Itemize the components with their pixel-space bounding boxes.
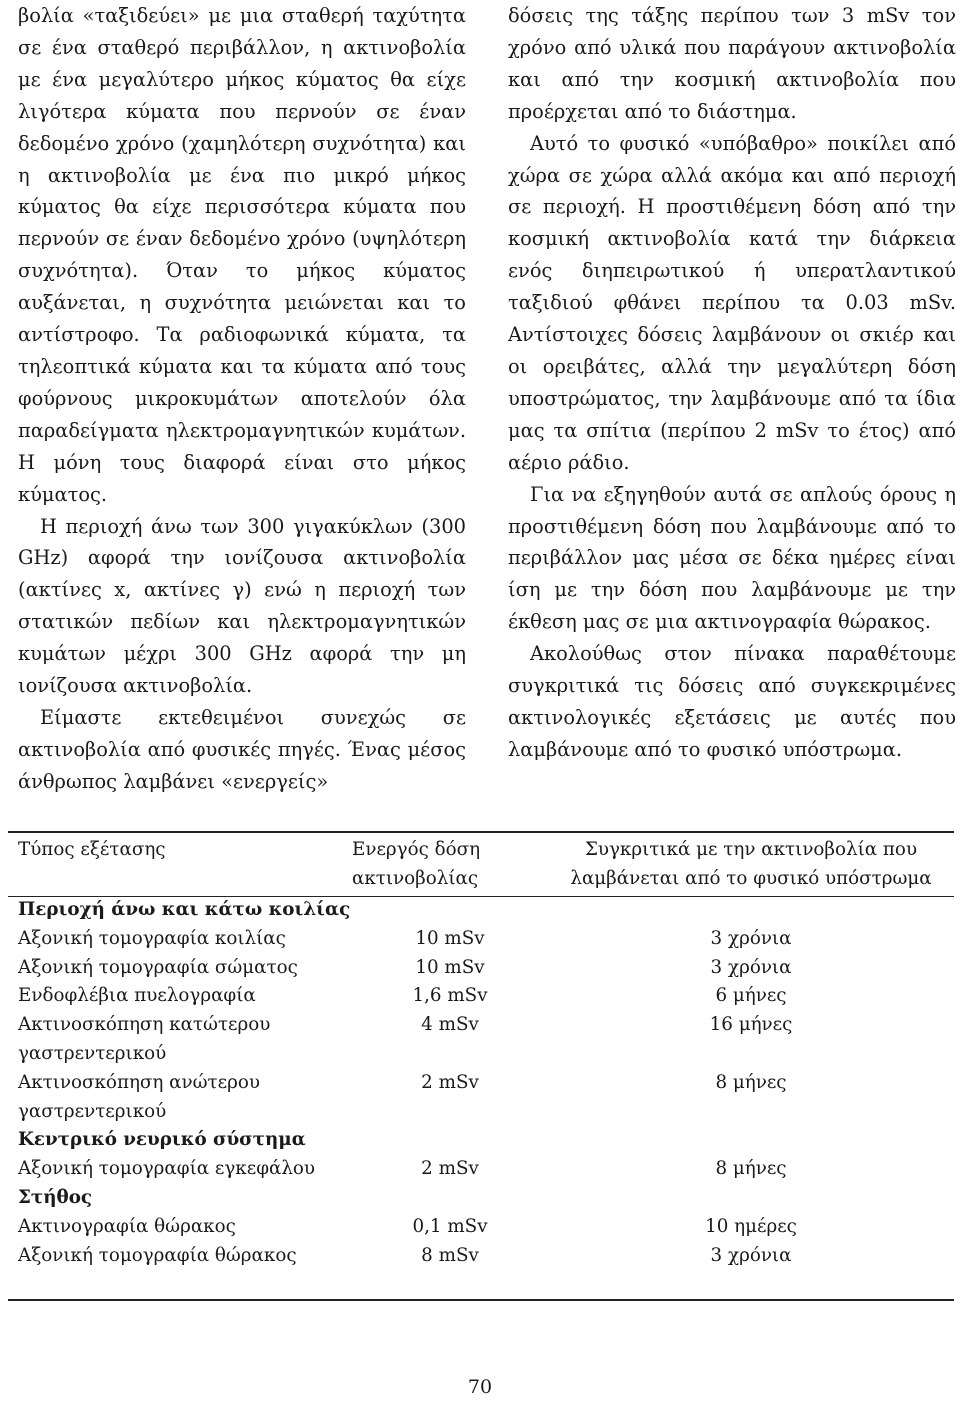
header-comparison	[548, 836, 954, 896]
header-exam-type: Τύπος εξέτασης	[18, 839, 166, 860]
table-row	[18, 954, 954, 983]
dose-value: 0,1 mSv	[412, 1215, 488, 1237]
exam-name: Ακτινοσκόπηση ανώτερου γαστρεντερικού	[18, 1071, 260, 1122]
group-title: Στήθος	[18, 1186, 93, 1208]
paragraph: Για να εξηγηθούν αυτά σε απλούς όρους η προστιθέμενη δόση που λαμβάνουμε από το περιβάλλον μας μέσα σε δέκα ημέρες είναι ίση με την δόση που λαμβάνουμε με την έκθεση μας σε μια ακτινογραφία θώρακος.	[508, 482, 956, 634]
paragraph: Ακολούθως στον πίνακα παραθέτουμε συγκριτικά τις δόσεις από συγκεκριμένες ακτινολογικές εξετάσεις με αυτές που λαμβάνουμε από το φυσικό υπόστρωμα.	[508, 642, 956, 761]
radiation-dose-table	[18, 836, 954, 1270]
table-group-row	[18, 1126, 954, 1155]
comparison-value: 8 μήνες	[715, 1071, 787, 1093]
paragraph: Είμαστε εκτεθειμένοι συνεχώς σε ακτινοβολία από φυσικές πηγές. Ένας μέσος άνθρωπος λαμβάνει «ενεργείς»	[18, 705, 466, 793]
header-dose-line2: ακτινοβολίας	[352, 867, 479, 889]
table-row	[18, 1011, 954, 1069]
table-row	[18, 1242, 954, 1271]
dose-value: 2 mSv	[421, 1071, 479, 1093]
group-title: Περιοχή άνω και κάτω κοιλίας	[18, 899, 351, 920]
dose-value: 8 mSv	[421, 1244, 479, 1266]
paragraph: Η περιοχή άνω των 300 γιγακύκλων (300 GHz) αφορά την ιονίζουσα ακτινοβολία (ακτίνες x, ακτίνες γ) ενώ η περιοχή των στατικών πεδίων και ηλεκτρομαγνητικών κυμάτων μέχρι 300 GHz αφορά την μη ιονίζουσα ακτινοβολία.	[18, 514, 466, 698]
exam-name: Αξονική τομογραφία εγκεφάλου	[18, 1158, 316, 1180]
comparison-value: 10 ημέρες	[705, 1215, 797, 1237]
table-row	[18, 1069, 954, 1127]
table-row	[18, 1213, 954, 1242]
exam-name: Αξονική τομογραφία θώρακος	[18, 1244, 297, 1266]
comparison-value: 3 χρόνια	[710, 956, 792, 978]
comparison-value: 3 χρόνια	[710, 927, 792, 949]
page-number: 70	[467, 1376, 493, 1398]
exam-name: Ακτινοσκόπηση κατώτερου γαστρεντερικού	[18, 1014, 271, 1064]
right-text-column	[508, 0, 956, 766]
header-compare-line2: λαμβάνεται από το φυσικό υπόστρωμα	[570, 867, 932, 889]
comparison-value: 8 μήνες	[715, 1158, 787, 1180]
exam-name: Ενδοφλέβια πυελογραφία	[18, 985, 256, 1007]
comparison-value: 6 μήνες	[715, 985, 787, 1007]
dose-value: 1,6 mSv	[412, 985, 488, 1007]
group-title: Κεντρικό νευρικό σύστημα	[18, 1129, 306, 1151]
comparison-value: 3 χρόνια	[710, 1244, 792, 1266]
table-header-row	[18, 836, 954, 896]
table-top-rule	[8, 831, 954, 833]
table-group-row	[18, 896, 954, 925]
dose-value: 4 mSv	[421, 1014, 479, 1036]
left-text-column	[18, 0, 466, 798]
paragraph: Αυτό το φυσικό «υπόβαθρο» ποικίλει από χώρα σε χώρα αλλά ακόμα και από περιοχή σε περιοχή. Η προστιθέμενη δόση από την κοσμική ακτινοβολία κατά την διάρκεια ενός διηπειρωτικού ή υπερατλαντικού ταξιδιού φθάνει περίπου τα 0.03 mSv. Αντίστοιχες δόσεις λαμβάνουν οι σκιέρ και οι ορειβάτες, αλλά την μεγαλύτερη δόση υποστρώματος, την λαμβάνουμε από τα ίδια μας τα σπίτια (περίπου 2 mSv το έτος) από αέριο ράδιο.	[508, 131, 956, 474]
table-bottom-rule	[8, 1299, 954, 1301]
exam-name: Ακτινογραφία θώρακος	[18, 1215, 236, 1237]
dose-value: 2 mSv	[421, 1158, 479, 1180]
dose-value: 10 mSv	[415, 927, 485, 949]
exam-name: Αξονική τομογραφία σώματος	[18, 956, 298, 978]
header-dose-line1: Ενεργός δόση	[352, 839, 481, 860]
table-group-row	[18, 1184, 954, 1213]
comparison-value: 16 μήνες	[709, 1014, 793, 1036]
paragraph: βολία «ταξιδεύει» με μια σταθερή ταχύτητα σε ένα σταθερό περιβάλλον, η ακτινοβολία με ένα μεγαλύτερο μήκος κύματος θα είχε λιγότερα κύματα που περνούν σε έναν δεδομένο χρόνο (χαμηλότερη συχνότητα) και η ακτινοβολία με ένα πιο μικρό μήκος κύματος θα είχε περισσότερα κύματα που περνούν σε έναν δεδομένο χρόνο (υψηλότερη συχνότητα). Όταν το μήκος κύματος αυξάνεται, η συχνότητα μειώνεται και το αντίστροφο. Τα ραδιοφωνικά κύματα, τα τηλεοπτικά κύματα και τα κύματα από τους φούρνους μικροκυμάτων αποτελούν όλα παραδείγματα ηλεκτρομαγνητικών κυμάτων. Η μόνη τους διαφορά είναι στο μήκος κύματος.	[18, 4, 466, 506]
header-compare-line1: Συγκριτικά με την ακτινοβολία που	[584, 839, 918, 860]
table-row	[18, 982, 954, 1011]
exam-name: Αξονική τομογραφία κοιλίας	[18, 927, 286, 949]
table-row	[18, 1155, 954, 1184]
header-effective-dose	[352, 836, 548, 896]
table-row	[18, 925, 954, 954]
paragraph: δόσεις της τάξης περίπου των 3 mSv τον χρόνο από υλικά που παράγουν ακτινοβολία και από την κοσμική ακτινοβολία που προέρχεται από το διάστημα.	[508, 4, 956, 123]
dose-value: 10 mSv	[415, 956, 485, 978]
